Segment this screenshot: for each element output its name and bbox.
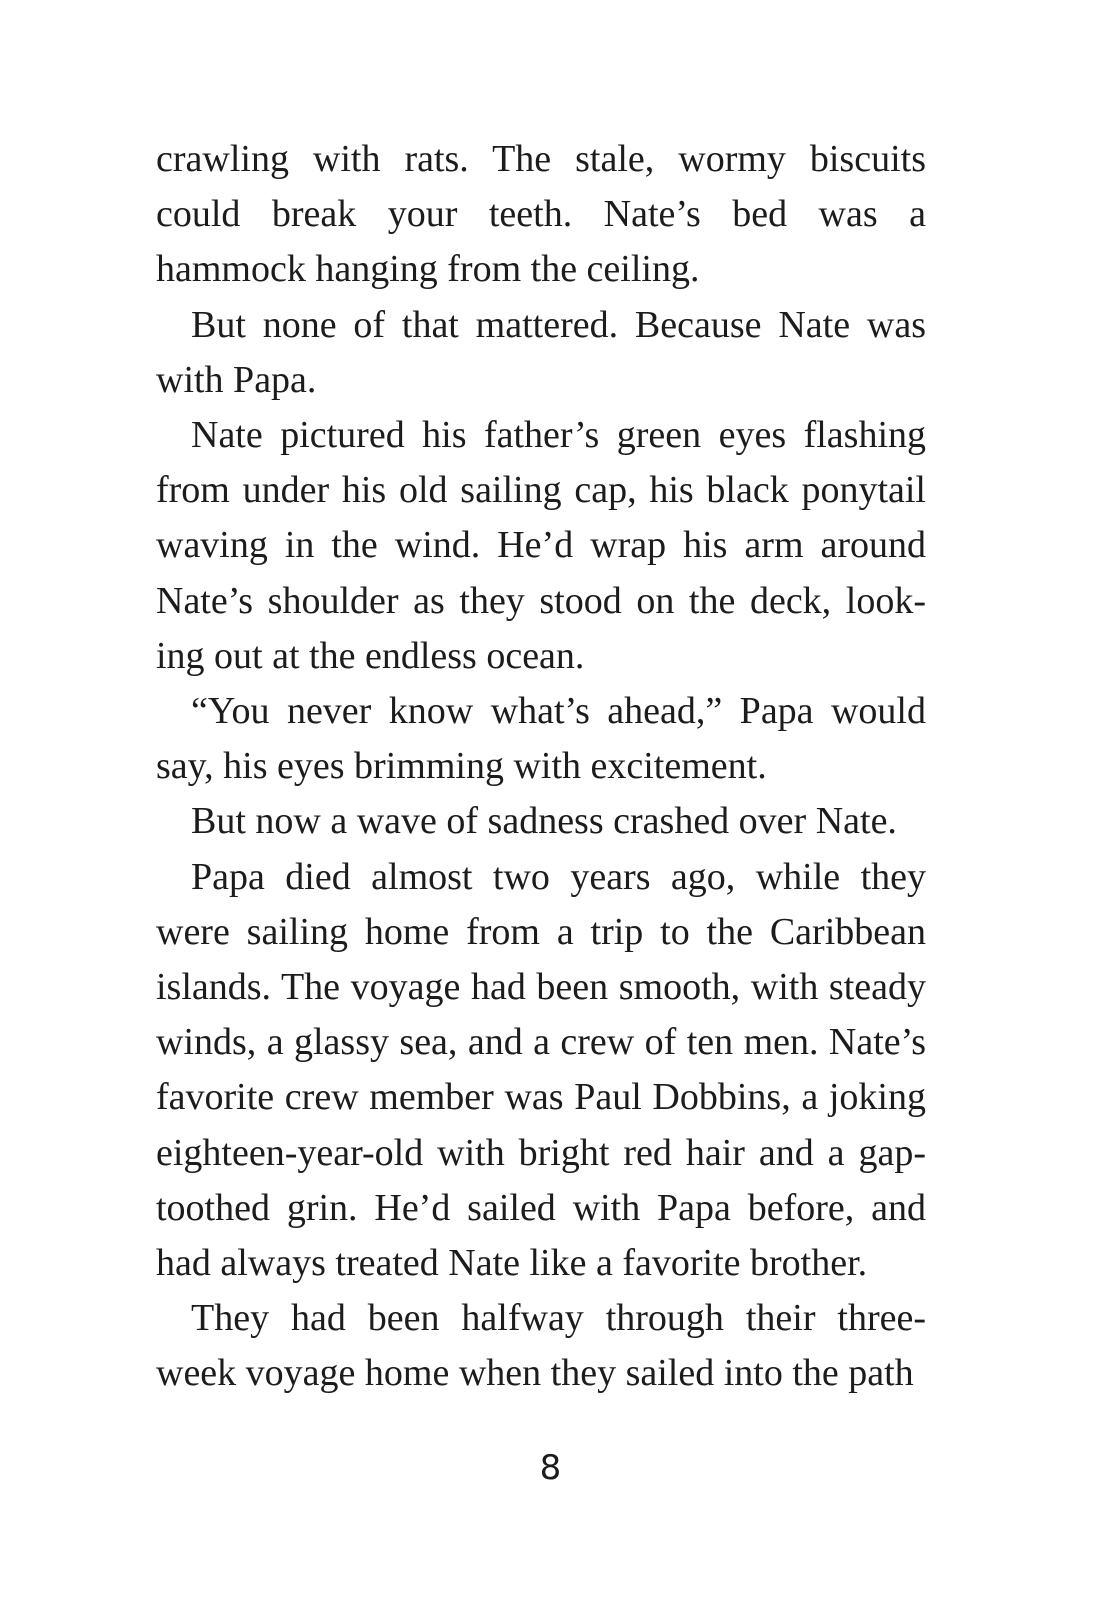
paragraph: But now a wave of sadness crashed over Nate.	[191, 800, 897, 843]
paragraph: But none of that mattered. Because Nate was with Papa.	[156, 303, 926, 401]
page-number: 8	[539, 1448, 562, 1488]
paragraph-continued: crawling with rats. The stale, wormy biscuits could break your teeth. Nate’s bed was a hammock hanging from the ceiling.	[156, 138, 926, 291]
body-text	[156, 132, 926, 1402]
paragraph: They had been halfway through their three-week voyage home when they sailed into the path	[156, 1297, 926, 1395]
paragraph: Nate pictured his father’s green eyes flashing from under his old sailing cap, his black ponytail waving in the wind. He’d wrap his arm around Nate’s shoulder as they stood on the deck, look-ing out at the endless ocean.	[156, 414, 926, 677]
paragraph: Papa died almost two years ago, while they were sailing home from a trip to the Caribbean islands. The voyage had been smooth, with steady winds, a glassy sea, and a crew of ten men. Nate’s favorite crew member was Paul Dobbins, a joking eighteen-year-old with bright red hair and a gap-toothed grin. He’d sailed with Papa before, and had always treated Nate like a favorite brother.	[156, 855, 926, 1285]
paragraph: “You never know what’s ahead,” Papa would say, his eyes brimming with excitement.	[156, 690, 926, 788]
